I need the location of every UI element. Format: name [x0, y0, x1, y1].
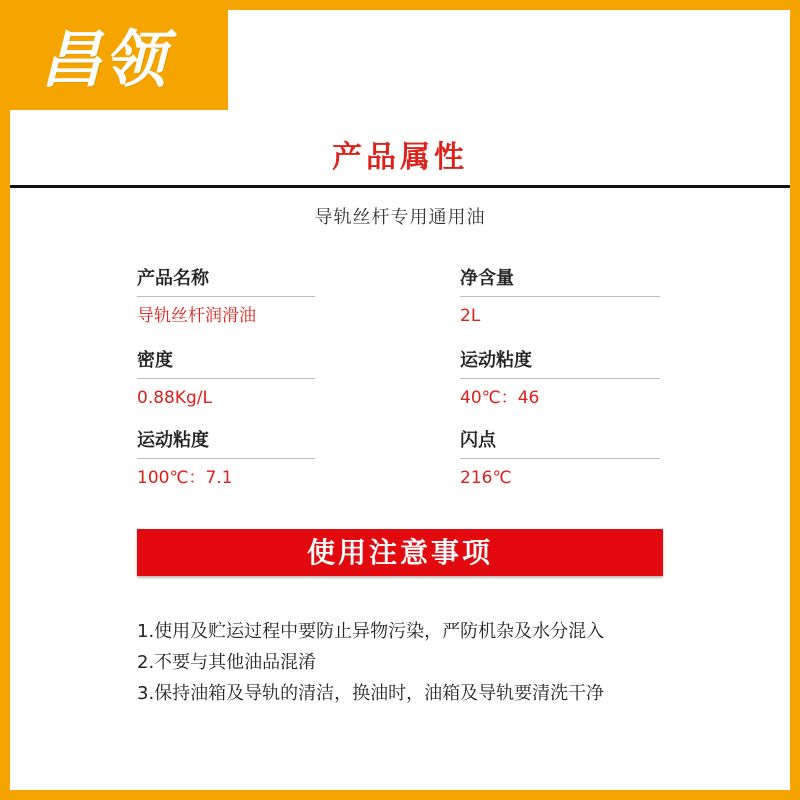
attribute-product-name	[137, 266, 315, 329]
attribute-density	[137, 348, 315, 411]
brand-name: 昌领	[40, 23, 169, 96]
usage-notice-banner	[137, 529, 663, 576]
attribute-viscosity-100	[137, 428, 315, 491]
attribute-value: 2L	[460, 306, 481, 326]
section-title: 产品属性	[332, 140, 468, 175]
attribute-value: 216℃	[460, 468, 512, 488]
usage-note: 3.保持油箱及导轨的清洁，换油时，油箱及导轨要清洗干净	[137, 683, 605, 704]
attribute-label: 净含量	[460, 266, 660, 297]
usage-notice-title: 使用注意事项	[306, 536, 493, 569]
attribute-label: 运动粘度	[137, 428, 315, 459]
attribute-net-content	[460, 266, 660, 329]
attribute-flash-point	[460, 428, 660, 491]
attribute-value: 导轨丝杆润滑油	[137, 306, 256, 326]
attribute-value: 100℃：7.1	[137, 468, 233, 488]
brand-logo	[10, 10, 228, 110]
attribute-value: 40℃：46	[460, 388, 540, 408]
usage-note: 2.不要与其他油品混淆	[137, 652, 317, 673]
title-divider	[10, 185, 790, 188]
product-subtitle: 导轨丝杆专用通用油	[314, 207, 486, 228]
attribute-label: 闪点	[460, 428, 660, 459]
attribute-value: 0.88Kg/L	[137, 388, 212, 408]
attribute-label: 产品名称	[137, 266, 315, 297]
attribute-viscosity-40	[460, 348, 660, 411]
usage-notes-list	[137, 616, 697, 709]
product-page	[10, 10, 790, 790]
attribute-label: 密度	[137, 348, 315, 379]
attribute-label: 运动粘度	[460, 348, 660, 379]
usage-note: 1.使用及贮运过程中要防止异物污染，严防机杂及水分混入	[137, 621, 605, 642]
